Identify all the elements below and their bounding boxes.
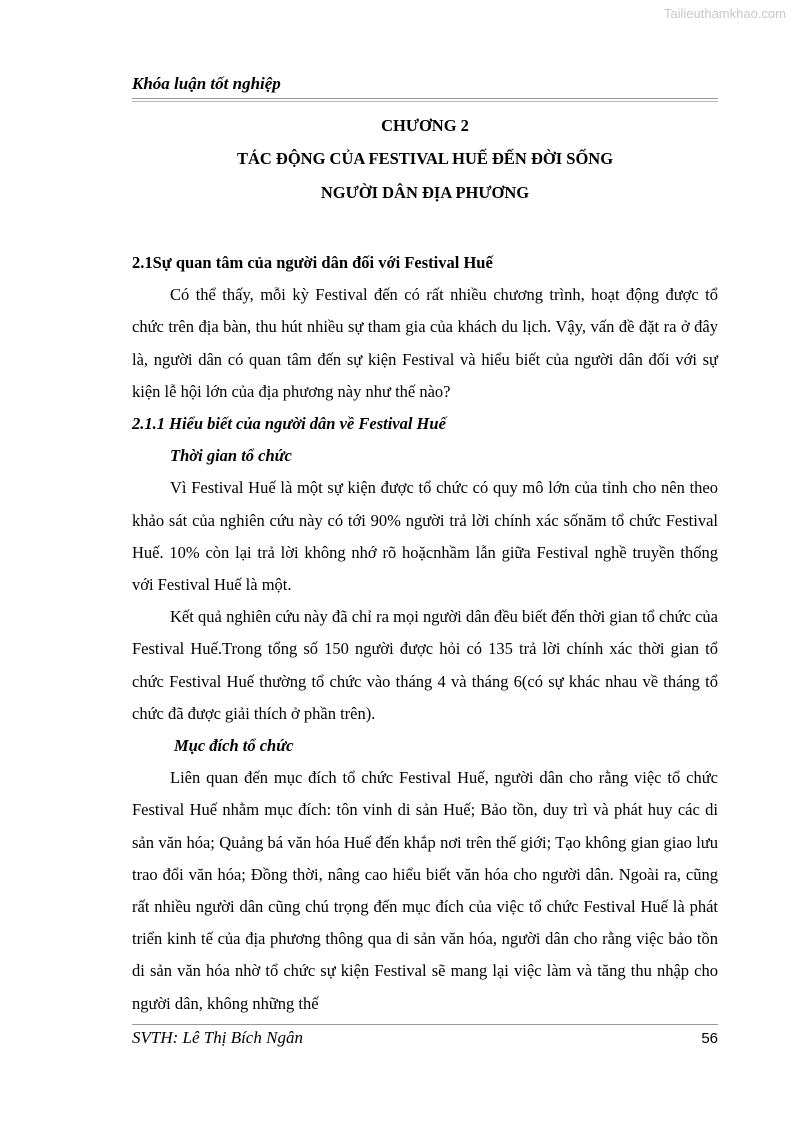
chapter-title-line-2: NGƯỜI DÂN ĐỊA PHƯƠNG	[320, 183, 530, 202]
footer-rule	[132, 1024, 718, 1025]
header-rule-secondary	[132, 101, 718, 102]
page-body	[132, 247, 718, 1020]
paragraph: Có thể thấy, mỗi kỳ Festival đến có rất nhiều chương trình, hoạt động được tổ chức trên địa bàn, thu hút nhiều sự tham gia của khách du lịch. Vậy, vấn đề đặt ra ở đây là, người dân có quan tâm đến sự kiện Festival và hiểu biết của người dân đối với sự kiện lễ hội lớn của địa phương này như thế nào?	[132, 285, 718, 401]
running-header: Khóa luận tốt nghiệp	[132, 74, 281, 93]
subheading-purpose: Mục đích tổ chức	[174, 736, 294, 756]
page-number: 56	[701, 1030, 718, 1047]
header-rule	[132, 98, 718, 99]
chapter-title-line-1: TÁC ĐỘNG CỦA FESTIVAL HUẾ ĐẾN ĐỜI SỐNG	[236, 149, 614, 168]
paragraph: Vì Festival Huế là một sự kiện được tổ chức có quy mô lớn của tỉnh cho nên theo khảo sát của nghiên cứu này có tới 90% người trả lời chính xác sốnăm tổ chức Festival Huế. 10% còn lại trả lời không nhớ rõ hoặcnhầm lẫn giữa Festival nghề truyền thống với Festival Huế là một.	[132, 478, 718, 595]
watermark-text: Tailieuthamkhao.com	[663, 6, 786, 21]
paragraph: Kết quả nghiên cứu này đã chỉ ra mọi người dân đều biết đến thời gian tổ chức của Festival Huế.Trong tổng số 150 người được hỏi có 135 trả lời chính xác thời gian tổ chức Festival Huế thường tổ chức vào tháng 4 và tháng 6(có sự khác nhau về tháng tổ chức đã được giải thích ở phần trên).	[132, 607, 718, 723]
footer-author: SVTH: Lê Thị Bích Ngân	[132, 1028, 303, 1047]
section-heading-2-1-1: 2.1.1 Hiểu biết của người dân về Festival Huế	[132, 414, 446, 434]
subheading-time: Thời gian tổ chức	[170, 446, 292, 466]
chapter-number: CHƯƠNG 2	[381, 116, 469, 135]
section-heading-2-1: 2.1Sự quan tâm của người dân đối với Festival Huế	[132, 253, 493, 272]
paragraph: Liên quan đến mục đích tổ chức Festival Huế, người dân cho rằng việc tổ chức Festival Huế nhằm mục đích: tôn vinh di sản Huế; Bảo tồn, duy trì và phát huy các di sản văn hóa; Quảng bá văn hóa Huế đến khắp nơi trên thế giới; Tạo không gian giao lưu trao đổi văn hóa; Đồng thời, nâng cao hiểu biết văn hóa cho người dân. Ngoài ra, cũng rất nhiều người dân cũng chú trọng đến mục đích của việc tổ chức Festival Huế là phát triển kinh tế của địa phương thông qua di sản văn hóa, người dân cho rằng việc bảo tồn di sản văn hóa nhờ tổ chức sự kiện Festival sẽ mang lại việc làm và tăng thu nhập cho người dân, không những thế	[132, 768, 718, 1013]
